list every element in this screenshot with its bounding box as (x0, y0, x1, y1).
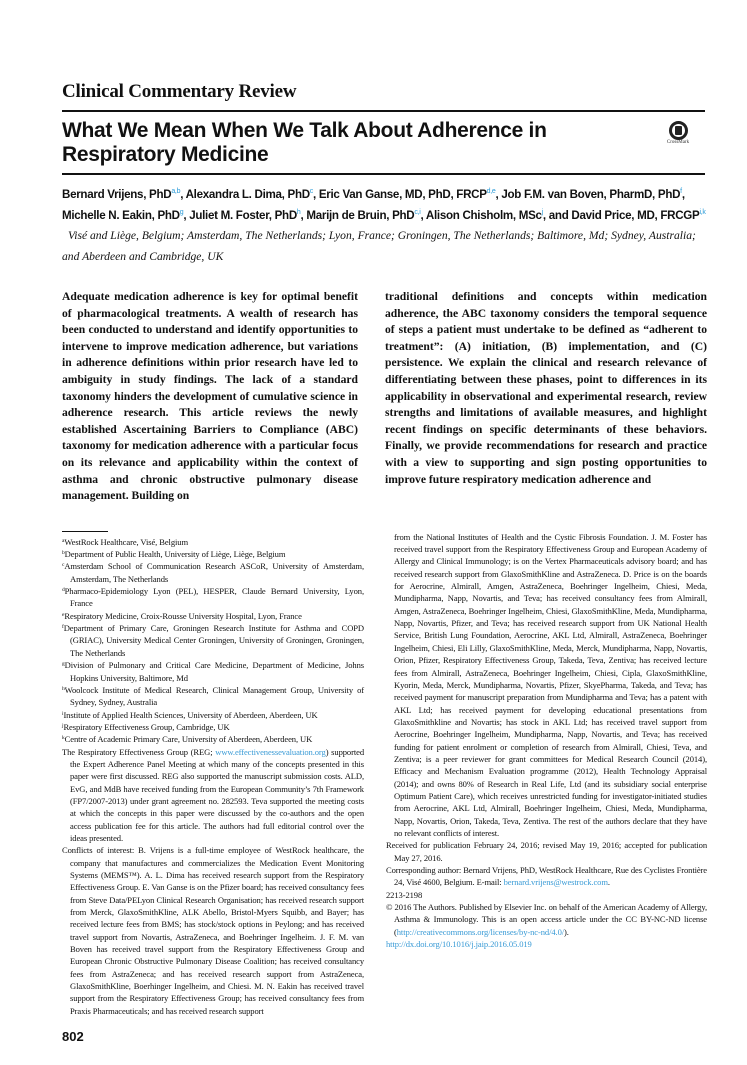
abstract-right-column: traditional definitions and concepts within medication adherence, the ABC taxonomy considers the temporal sequence of steps a patient must undertake to be defined as “adherent to treatment”: (A) initiation, (B) implementation, and (C) persistence. We explain the clinical and research relevance of differentiating between these phases, point to differences in its applicability in observational and experimental research, review strengths and limitations of available measures, and highlight recent findings on specific determinants of these behaviors. Finally, we provide recommendations for research and practice with a view to supporting and sign posting opportunities to improve future respiratory medication adherence and (385, 290, 707, 486)
author-name: Job F.M. van Boven, PharmD, PhD (501, 188, 681, 201)
affiliation-item (62, 684, 364, 709)
affiliation-mark: g (62, 661, 65, 668)
doi-line (386, 938, 707, 950)
affiliation-text: Institute of Applied Health Sciences, University of Aberdeen, Aberdeen, UK (63, 709, 318, 720)
affiliation-marker[interactable]: i,k (699, 208, 706, 216)
email-link[interactable]: bernard.vrijens@westrock.com (503, 877, 608, 888)
affiliation-text: Department of Primary Care, Groningen Research Institute for Asthma and COPD (GRIAC), University Medical Center Groningen, University of Groningen, Groningen, The Netherlands (63, 623, 364, 658)
author-name: Juliet M. Foster, PhD (189, 208, 297, 222)
funding-note (62, 746, 364, 845)
received-dates: Received for publication February 24, 2016; revised May 19, 2016; accepted for publication May 27, 2016. (386, 840, 707, 863)
license-link[interactable]: http://creativecommons.org/licenses/by-nc-nd/4.0/ (396, 926, 565, 937)
affiliation-marker[interactable]: c (309, 188, 313, 195)
header-rule (62, 110, 705, 112)
affiliation-item (62, 721, 364, 733)
affiliation-mark: k (62, 735, 65, 742)
author-list: Bernard Vrijens, PhD$^{a,b}$, Alexandra L. Dima, PhD$^c$, Eric Van Ganse, MD, PhD, FRCP$^{d,e}$, Job F.M. van Boven, PharmD, PhD$^f$, Michelle N. Eakin, PhD$^g$, Juliet M. Foster, PhD$^h$, Marijn de Bruin, PhD$^{c,i}$, Alison Chisholm, MSc$^j$, and David Price, MD, FRCGP$^{i,k}$ Visé and Liège, Belgium; Amsterdam, The Netherlands; Lyon, France; Groningen, The Netherlands; Baltimore, Md; Sydney, Australia; and Aberdeen and Cambridge, UK (62, 188, 706, 263)
conflicts-of-interest: Conflicts of interest: B. Vrijens is a full-time employee of WestRock healthcare, the company that manufactures and commercializes the Medication Event Monitoring Systems (MEMS™). A. L. Dima has received research support from the Respiratory Effectiveness Group. E. Van Ganse is on the Pfizer board; has received consultancy fees from Steve Data/PELyon Clinical Research Organisation; has received research support from Merck, GlaxoSmithKline, ALK Abello, Bristol-Myers Squibb, and Bayer; has received lecture fees from BMS; has stock/stock options in Peylong; and has received travel support from Novartis, AstraZeneca, and Boehringer Ingelheim. J. F. M. van Boven has received travel support from the Respiratory Effectiveness Group and European Chronic Obstructive Pulmonary Disease Coalition; has received consultancy fees from AstraZeneca; and has received research support from AstraZeneca, GlaxoSmithKline, Boerhinger Ingelheim, and Chiesi. M. N. Eakin has received travel support from the Respiratory Effectiveness Group; has received consultancy fees from Praxis Pharmaceuticals; and has received research support (62, 845, 364, 1016)
funding-text: The Respiratory Effectiveness Group (REG; (62, 746, 216, 757)
affiliation-item (62, 536, 364, 548)
funding-text-end: ) supported the Expert Adherence Panel Meeting at which many of the concepts presented in this paper were first discussed. REG also supported the manuscript submission costs. ALD, EvG, and MdB have received funding from the European Community’s 7th Framework (FP7/2007-2013) under grant agreement no. 282593. Teva supported the meeting costs at which the concepts in this paper were discussed by the co-authors and the open access publication fee for this article. The authors had full editorial control over the ideas presented. (70, 746, 364, 843)
affiliation-mark: j (62, 722, 64, 729)
author-locations: Visé and Liège, Belgium; Amsterdam, The Netherlands; Lyon, France; Groningen, The Netherlands; Baltimore, Md; Sydney, Australia; and Aberdeen and Cambridge, UK (62, 229, 696, 263)
affiliation-text: Amsterdam School of Communication Research ASCoR, University of Amsterdam, Amsterdam, The Netherlands (64, 561, 364, 584)
affiliation-marker[interactable]: c,i (414, 208, 421, 216)
affiliation-text: Department of Public Health, University of Liège, Liège, Belgium (64, 549, 286, 560)
abstract-left-column: Adequate medication adherence is key for optimal benefit of pharmacological treatments. A wealth of research has been conducted to understand and identify opportunities to intervene to improve medication adherence, but variations in adherence definitions within prior research have led to ambiguity in study findings. The lack of a standard taxonomy hinders the development of cumulative science in adherence research. This article reviews the newly established Ascertaining Barriers to Compliance (ABC) taxonomy for medication adherence with a particular focus on its relevance and applicability within the context of asthma and chronic obstructive pulmonary disease management. Building on (62, 290, 358, 503)
affiliation-text: Centre of Academic Primary Care, University of Aberdeen, Aberdeen, UK (64, 734, 313, 745)
affiliation-marker[interactable]: g (179, 208, 184, 216)
author-name: Eric Van Ganse, MD, PhD, FRCP (318, 188, 487, 201)
copyright-end: ). (564, 926, 569, 937)
affiliation-item (62, 622, 364, 659)
affiliation-text: Division of Pulmonary and Critical Care Medicine, Department of Medicine, Johns Hopkins University, Baltimore, Md (64, 660, 364, 683)
copyright (386, 901, 707, 938)
reg-link[interactable]: www.effectivenessevaluation.org (215, 746, 326, 757)
conflicts-continued: from the National Institutes of Health and the Cystic Fibrosis Foundation. J. M. Foster has received travel support from the Respiratory Effectiveness Group and European Academy of Allergy and Clinical Immunology; is on the Vertex Pharmaceuticals advisory board; and has received research support from GlaxoSmithKline and AstraZeneca. D. Price is on the boards for Aerocrine, Almirall, Amgen, AstraZeneca, Boehringer Ingelheim, Chiesi, Meda, Mundipharma, Napp, Novartis, and Teva; has received consultancy fees from Almirall, Amgen, AstraZeneca, Boehringer Ingelheim, Chiesi, GlaxoSmithKline, Meda, Mundipharma, Napp, Novartis, Pfizer, and Teva; has received research support from UK National Health Service, British Lung Foundation, Aerocrine, AKL Ltd, Almirall, AstraZeneca, Boehringer Ingelheim, Chiesi, Eli Lilly, GlaxoSmithKline, Meda, Merck, Mundipharma, Napp, Novartis, Orion, Pfizer, Respiratory Effectiveness Group, Takeda, Teva, Zentiva; has received lecture fees from Almirall, AstraZeneca, Boehringer Ingelheim, Chiesi, Cipla, GlaxoSmithKline, Kyorin, Meda, Merck, Mundipharma, Novartis, Pfizer, SkyePharma, Takeda, and Teva; has received payment for manuscript preparation from Mundipharma and Teva; has a patent with AKL Ltd; has received payment for developing educational presentations from GlaxoSmithkline and Novartis; has stock in AKL Ltd; has received travel support from Aerocrine, Boehringer Ingelheim, Mundipharma, Napp, Novartis, and Teva; has received funding for patient enrolment or completion of research from Almirall, Chiesi, Teva, and Zentiva; is a peer reviewer for grant committees for Medical Research Council (2014), Efficacy and Mechanism Evaluation programme (2012), Health Technology Appraisal (2014); and owns 80% of Research in Real Life, Ltd (and its subsidiary social enterprise Optimum Patient Care), which receives unrestricted funding for investigator-initiated studies from Aerocrine, AKL Ltd, Almirall, Boehringer Ingelheim, Chiesi, Meda, Mundipharma, Napp, Novartis, Orion, Takeda, Teva, Zentiva. The rest of the authors declare that they have no relevant conflicts of interest. (394, 531, 707, 838)
affiliation-mark: b (62, 550, 65, 557)
affiliation-mark: c (62, 562, 65, 569)
affiliation-marker[interactable]: a,b (171, 188, 181, 195)
footnotes-right (386, 531, 707, 951)
affiliation-item (62, 560, 364, 585)
doi-link[interactable]: http://dx.doi.org/10.1016/j.jaip.2016.05.019 (386, 939, 532, 950)
title-rule (62, 173, 705, 175)
affiliation-item (62, 733, 364, 745)
author-name: Alexandra L. Dima, PhD (185, 188, 310, 201)
crossmark-label: CrossMark (666, 140, 690, 145)
affiliation-marker[interactable]: f (680, 188, 682, 195)
author-name: David Price, MD, FRCGP (571, 208, 700, 222)
title-row (62, 119, 707, 167)
affiliation-mark: h (62, 685, 65, 692)
affiliation-marker[interactable]: j (541, 208, 543, 216)
affiliation-item (62, 610, 364, 622)
affiliation-marker[interactable]: d,e (486, 188, 496, 195)
page (62, 0, 707, 1065)
affiliation-item (62, 659, 364, 684)
corresponding-end: . (607, 877, 610, 888)
affiliation-mark: i (62, 710, 64, 717)
footnotes-left (62, 531, 364, 1017)
affiliation-text: Pharmaco-Epidemiology Lyon (PEL), HESPER, Claude Bernard University, Lyon, France (64, 586, 364, 609)
article-title: What We Mean When We Talk About Adherence in Respiratory Medicine (62, 119, 547, 166)
affiliation-text: Respiratory Effectiveness Group, Cambridge, UK (63, 721, 230, 732)
affiliation-mark: f (62, 624, 64, 631)
issn: 2213-2198 (386, 889, 423, 900)
affiliation-item (62, 585, 364, 610)
affiliation-text: Woolcock Institute of Medical Research, Clinical Management Group, University of Sydney, Sydney, Australia (64, 684, 364, 708)
affiliation-text: WestRock Healthcare, Visé, Belgium (64, 536, 188, 547)
author-and: and (548, 208, 569, 222)
corresponding-text: Corresponding author: Bernard Vrijens, PhD, WestRock Healthcare, Rue des Cyclistes Frontière 24, Visé 4600, Belgium. E-mail: (386, 865, 707, 888)
author-name: Marijn de Bruin, PhD (306, 208, 415, 222)
section-heading: Clinical Commentary Review (62, 81, 297, 102)
page-number: 802 (62, 1029, 84, 1045)
author-name: Michelle N. Eakin, PhD (62, 208, 180, 222)
crossmark-logo[interactable] (663, 121, 693, 146)
abstract (62, 289, 707, 505)
affiliations-list (62, 536, 364, 746)
crossmark-icon (669, 121, 688, 140)
affiliation-item (62, 548, 364, 560)
affiliation-mark: d (62, 587, 65, 594)
copyright-text: © 2016 The Authors. Published by Elsevier Inc. on behalf of the American Academy of Allergy, Asthma & Immunology. This is an open access article under the CC BY-NC-ND license ( (386, 902, 707, 937)
author-name: Alison Chisholm, MSc (425, 208, 542, 222)
affiliation-item (62, 709, 364, 721)
affiliation-mark: a (62, 537, 65, 544)
affiliation-mark: e (62, 611, 65, 618)
corresponding-author (386, 864, 707, 889)
author-name: Bernard Vrijens, PhD (62, 188, 172, 201)
affiliation-marker[interactable]: h (296, 208, 301, 216)
footnotes (62, 531, 707, 1017)
affiliation-text: Respiratory Medicine, Croix-Rousse University Hospital, Lyon, France (64, 610, 302, 621)
footnote-rule (62, 531, 108, 532)
